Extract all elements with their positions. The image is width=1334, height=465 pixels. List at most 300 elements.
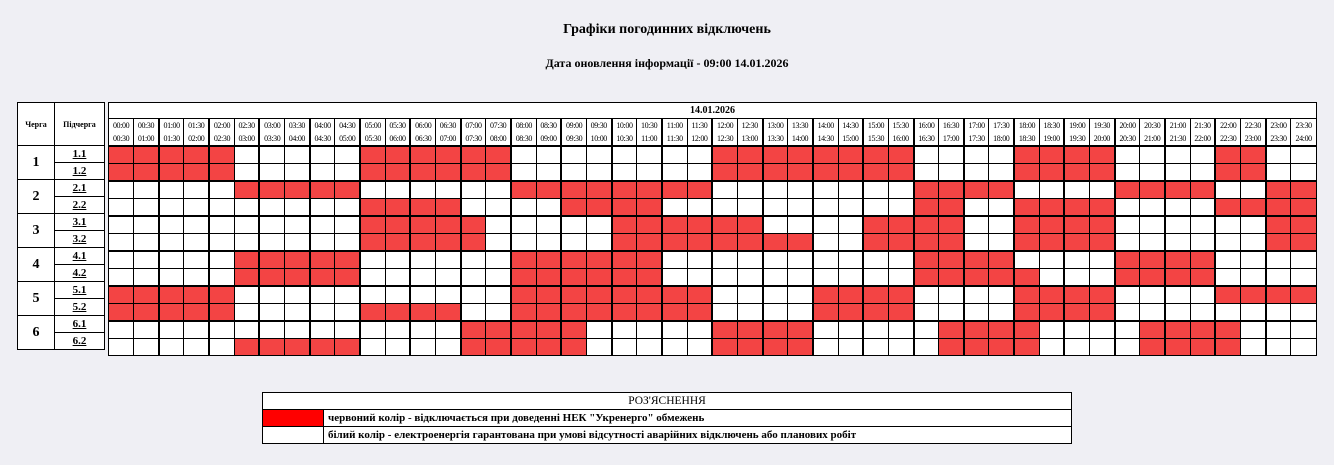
slot-off: [561, 304, 586, 322]
slot-off: [109, 304, 134, 322]
slot-on: [511, 199, 536, 217]
slot-on: [1140, 286, 1165, 304]
slot-off: [586, 304, 611, 322]
slot-off: [1014, 146, 1039, 164]
subqueue-link[interactable]: 1.2: [72, 165, 87, 177]
slot-off: [888, 286, 913, 304]
time-from: 13:00: [767, 121, 784, 130]
slot-off: [788, 234, 813, 252]
slot-on: [964, 199, 989, 217]
slot-on: [1140, 234, 1165, 252]
slot-on: [285, 146, 310, 164]
slot-on: [662, 164, 687, 182]
slot-off: [914, 199, 939, 217]
slot-off: [511, 269, 536, 287]
slot-on: [385, 339, 410, 356]
slot-on: [1266, 164, 1291, 182]
slot-on: [1215, 269, 1240, 287]
slot-on: [1039, 251, 1064, 269]
time-to: 20:30: [1119, 134, 1136, 143]
time-header-cell: [436, 119, 461, 147]
time-header-cell: [1014, 119, 1039, 147]
queue-label: 4: [18, 248, 55, 282]
subqueue-cell: [55, 231, 105, 248]
slot-off: [360, 146, 385, 164]
time-to: 12:00: [691, 134, 708, 143]
slot-off: [1140, 251, 1165, 269]
slot-off: [1190, 339, 1215, 356]
slot-on: [1115, 234, 1140, 252]
slot-on: [209, 234, 234, 252]
subqueue-link[interactable]: 2.1: [72, 182, 87, 194]
slot-on: [1241, 269, 1266, 287]
slot-on: [461, 286, 486, 304]
slot-on: [360, 321, 385, 339]
slot-on: [184, 234, 209, 252]
slot-off: [360, 234, 385, 252]
time-to: 11:30: [666, 134, 683, 143]
slot-on: [1115, 339, 1140, 356]
time-header-cell: [1039, 119, 1064, 147]
slot-on: [159, 199, 184, 217]
slot-on: [863, 321, 888, 339]
slot-on: [687, 199, 712, 217]
slot-on: [989, 286, 1014, 304]
slot-off: [1291, 181, 1317, 199]
time-from: 17:30: [993, 121, 1010, 130]
slot-on: [134, 234, 159, 252]
subqueue-cell: [55, 146, 105, 163]
slot-off: [788, 339, 813, 356]
slot-on: [511, 164, 536, 182]
slot-on: [1241, 234, 1266, 252]
slot-on: [939, 304, 964, 322]
slot-on: [184, 251, 209, 269]
slot-off: [637, 269, 662, 287]
slot-on: [1190, 216, 1215, 234]
time-header-cell: [109, 119, 134, 147]
time-from: 01:00: [163, 121, 180, 130]
slot-off: [511, 339, 536, 356]
slot-off: [1241, 286, 1266, 304]
slot-off: [687, 216, 712, 234]
slot-on: [763, 251, 788, 269]
queue-header: Черга: [18, 103, 55, 146]
slot-on: [964, 286, 989, 304]
slot-on: [486, 216, 511, 234]
slot-off: [1014, 321, 1039, 339]
slot-on: [184, 269, 209, 287]
slot-on: [838, 181, 863, 199]
slot-off: [536, 339, 561, 356]
slot-on: [763, 304, 788, 322]
time-to: 09:30: [566, 134, 583, 143]
subqueue-link[interactable]: 3.2: [72, 233, 87, 245]
subqueue-link[interactable]: 4.1: [72, 250, 87, 262]
slot-off: [1215, 199, 1240, 217]
slot-on: [1090, 339, 1115, 356]
slot-on: [1165, 286, 1190, 304]
time-from: 20:00: [1119, 121, 1136, 130]
subqueue-link[interactable]: 5.2: [72, 301, 87, 313]
slot-off: [662, 234, 687, 252]
slot-on: [461, 251, 486, 269]
slot-off: [159, 286, 184, 304]
time-header-cell: [310, 119, 335, 147]
time-to: 18:00: [993, 134, 1010, 143]
slot-on: [536, 146, 561, 164]
slot-off: [586, 286, 611, 304]
slot-off: [1064, 199, 1089, 217]
slot-off: [888, 164, 913, 182]
slot-on: [410, 251, 435, 269]
slot-off: [436, 164, 461, 182]
slot-off: [1165, 251, 1190, 269]
slot-on: [511, 146, 536, 164]
subqueue-link[interactable]: 6.2: [72, 335, 87, 347]
slot-off: [1215, 286, 1240, 304]
slot-off: [813, 286, 838, 304]
time-to: 01:00: [137, 134, 155, 143]
slot-on: [259, 199, 284, 217]
slot-on: [737, 269, 762, 287]
slot-on: [1090, 181, 1115, 199]
slot-on: [813, 216, 838, 234]
time-header-cell: [511, 119, 536, 147]
slot-off: [1115, 181, 1140, 199]
time-to: 01:30: [163, 134, 180, 143]
slot-off: [511, 286, 536, 304]
subqueue-link[interactable]: 2.2: [72, 199, 87, 211]
time-to: 02:00: [188, 134, 205, 143]
slot-on: [109, 339, 134, 356]
slot-off: [410, 234, 435, 252]
time-from: 06:30: [439, 121, 456, 130]
legend-swatch-white: [263, 427, 324, 444]
slot-on: [586, 216, 611, 234]
slot-on: [788, 251, 813, 269]
slot-off: [259, 181, 284, 199]
slot-off: [461, 216, 486, 234]
queue-label: 5: [18, 282, 55, 316]
time-to: 21:00: [1144, 134, 1161, 143]
slot-on: [838, 251, 863, 269]
slot-off: [737, 321, 762, 339]
slot-on: [838, 234, 863, 252]
slot-off: [1014, 286, 1039, 304]
slot-off: [687, 181, 712, 199]
time-from: 02:30: [238, 121, 255, 130]
time-header-cell: [813, 119, 838, 147]
slot-on: [1115, 199, 1140, 217]
slot-off: [737, 164, 762, 182]
slot-on: [285, 216, 310, 234]
slot-on: [888, 269, 913, 287]
time-from: 13:30: [791, 121, 809, 130]
page-title: Графіки погодинних відключень: [563, 22, 771, 37]
slot-off: [612, 304, 637, 322]
slot-off: [712, 164, 737, 182]
date-row: [109, 103, 1317, 119]
slot-off: [737, 234, 762, 252]
slot-off: [1190, 251, 1215, 269]
slot-on: [410, 339, 435, 356]
time-header-cell: [1291, 119, 1317, 147]
slot-off: [1190, 181, 1215, 199]
slot-on: [788, 269, 813, 287]
slot-on: [209, 199, 234, 217]
subqueue-link[interactable]: 1.1: [72, 148, 87, 160]
slot-off: [763, 146, 788, 164]
slot-off: [939, 181, 964, 199]
time-from: 22:30: [1244, 121, 1261, 130]
slot-off: [687, 234, 712, 252]
slot-off: [511, 251, 536, 269]
slot-off: [511, 181, 536, 199]
time-header-cell: [360, 119, 385, 147]
slot-off: [888, 146, 913, 164]
slot-on: [1241, 181, 1266, 199]
slot-off: [637, 216, 662, 234]
time-header-cell: [209, 119, 234, 147]
subqueue-cell: [55, 316, 105, 333]
slot-on: [360, 339, 385, 356]
slot-on: [712, 251, 737, 269]
slot-on: [863, 269, 888, 287]
subqueue-link[interactable]: 5.1: [72, 284, 87, 296]
slot-off: [1140, 339, 1165, 356]
slot-on: [109, 181, 134, 199]
slot-on: [612, 339, 637, 356]
update-date: Дата оновлення інформації - 09:00 14.01.2026: [545, 56, 789, 70]
time-to: 18:30: [1018, 134, 1036, 143]
time-header-cell: [612, 119, 637, 147]
slot-on: [536, 234, 561, 252]
slot-off: [1064, 304, 1089, 322]
slot-on: [536, 216, 561, 234]
slot-on: [763, 199, 788, 217]
slot-on: [1165, 164, 1190, 182]
time-to: 03:30: [264, 134, 281, 143]
time-to: 17:30: [968, 134, 985, 143]
queue-row: [18, 146, 105, 163]
slot-on: [536, 199, 561, 217]
slot-on: [687, 321, 712, 339]
time-header-cell: [737, 119, 762, 147]
time-to: 08:00: [490, 134, 507, 143]
time-header-cell: [536, 119, 561, 147]
slot-on: [989, 199, 1014, 217]
time-to: 21:30: [1169, 134, 1186, 143]
slot-on: [712, 181, 737, 199]
slot-on: [964, 146, 989, 164]
time-from: 21:00: [1169, 121, 1186, 130]
slot-on: [285, 321, 310, 339]
slot-on: [486, 181, 511, 199]
slot-on: [989, 216, 1014, 234]
time-header-cell: [1064, 119, 1089, 147]
slot-on: [737, 199, 762, 217]
slot-off: [561, 269, 586, 287]
queue-label: 3: [18, 214, 55, 248]
slot-on: [914, 304, 939, 322]
slot-off: [259, 251, 284, 269]
schedule-row: [109, 286, 1317, 304]
slot-off: [159, 146, 184, 164]
slot-on: [1215, 251, 1240, 269]
slot-on: [838, 321, 863, 339]
time-from: 16:00: [918, 121, 935, 130]
slot-off: [536, 269, 561, 287]
slot-on: [1241, 251, 1266, 269]
slot-off: [1039, 234, 1064, 252]
slot-on: [1064, 321, 1089, 339]
time-from: 07:00: [465, 121, 482, 130]
time-from: 04:30: [339, 121, 356, 130]
subqueue-link[interactable]: 3.1: [72, 216, 87, 228]
slot-on: [184, 216, 209, 234]
slot-off: [1140, 181, 1165, 199]
slot-off: [1215, 146, 1240, 164]
slot-off: [989, 251, 1014, 269]
slot-off: [385, 216, 410, 234]
time-from: 03:30: [288, 121, 306, 130]
slot-on: [989, 304, 1014, 322]
slot-on: [1241, 216, 1266, 234]
slot-off: [813, 146, 838, 164]
slot-on: [1115, 286, 1140, 304]
time-header-cell: [939, 119, 964, 147]
time-to: 14:00: [791, 134, 809, 143]
time-to: 04:30: [314, 134, 331, 143]
slot-off: [209, 286, 234, 304]
slot-on: [209, 269, 234, 287]
slot-off: [712, 234, 737, 252]
time-row: [109, 119, 1317, 147]
slot-off: [385, 164, 410, 182]
slot-off: [134, 286, 159, 304]
slot-off: [410, 199, 435, 217]
slot-on: [134, 181, 159, 199]
slot-off: [914, 234, 939, 252]
slot-on: [1140, 304, 1165, 322]
slot-on: [410, 269, 435, 287]
slot-on: [385, 269, 410, 287]
slot-off: [939, 251, 964, 269]
slot-off: [939, 321, 964, 339]
schedule-row: [109, 216, 1317, 234]
slot-off: [561, 321, 586, 339]
slot-off: [964, 181, 989, 199]
slot-off: [788, 321, 813, 339]
slot-on: [410, 286, 435, 304]
slot-off: [939, 234, 964, 252]
slot-off: [335, 339, 360, 356]
slot-off: [763, 339, 788, 356]
subqueue-cell: [55, 163, 105, 180]
slot-off: [1241, 146, 1266, 164]
slot-on: [234, 286, 259, 304]
slot-on: [863, 181, 888, 199]
slot-off: [612, 216, 637, 234]
slot-off: [1215, 339, 1240, 356]
slot-off: [561, 251, 586, 269]
slot-off: [637, 234, 662, 252]
time-from: 12:00: [716, 121, 734, 130]
slot-off: [687, 286, 712, 304]
slot-on: [234, 146, 259, 164]
slot-off: [1039, 164, 1064, 182]
slot-off: [863, 146, 888, 164]
slot-on: [1241, 321, 1266, 339]
slot-off: [410, 164, 435, 182]
time-header-cell: [586, 119, 611, 147]
schedule-row: [109, 181, 1317, 199]
time-header-cell: [863, 119, 888, 147]
slot-off: [1115, 251, 1140, 269]
time-from: 04:00: [314, 121, 331, 130]
slot-off: [939, 339, 964, 356]
slot-off: [1165, 321, 1190, 339]
slot-on: [1064, 269, 1089, 287]
slot-off: [964, 339, 989, 356]
slot-off: [763, 234, 788, 252]
slot-on: [1014, 181, 1039, 199]
slot-off: [813, 304, 838, 322]
slot-off: [234, 269, 259, 287]
time-to: 19:00: [1043, 134, 1060, 143]
slot-off: [159, 304, 184, 322]
time-header-cell: [989, 119, 1014, 147]
slot-off: [134, 164, 159, 182]
slot-on: [662, 146, 687, 164]
slot-off: [511, 321, 536, 339]
slot-off: [888, 304, 913, 322]
subqueue-link[interactable]: 6.1: [72, 318, 87, 330]
slot-off: [712, 146, 737, 164]
slot-on: [486, 269, 511, 287]
slot-off: [1165, 181, 1190, 199]
slot-off: [737, 146, 762, 164]
schedule-grid: [108, 102, 1317, 356]
slot-off: [662, 286, 687, 304]
slot-on: [134, 199, 159, 217]
slot-on: [285, 286, 310, 304]
slot-on: [360, 181, 385, 199]
slot-on: [561, 164, 586, 182]
slot-off: [335, 251, 360, 269]
subqueue-cell: [55, 265, 105, 282]
slot-off: [637, 251, 662, 269]
slot-off: [385, 199, 410, 217]
schedule-row: [109, 269, 1317, 287]
slot-off: [385, 146, 410, 164]
subqueue-link[interactable]: 4.2: [72, 267, 87, 279]
slot-on: [410, 181, 435, 199]
slot-on: [109, 199, 134, 217]
slot-on: [1190, 199, 1215, 217]
slot-on: [1291, 164, 1317, 182]
slot-off: [586, 181, 611, 199]
time-from: 02:00: [213, 121, 231, 130]
slot-on: [561, 216, 586, 234]
slot-off: [1266, 286, 1291, 304]
slot-on: [1266, 321, 1291, 339]
time-to: 05:00: [339, 134, 356, 143]
slot-on: [1291, 339, 1317, 356]
slot-on: [310, 321, 335, 339]
slot-off: [1165, 269, 1190, 287]
